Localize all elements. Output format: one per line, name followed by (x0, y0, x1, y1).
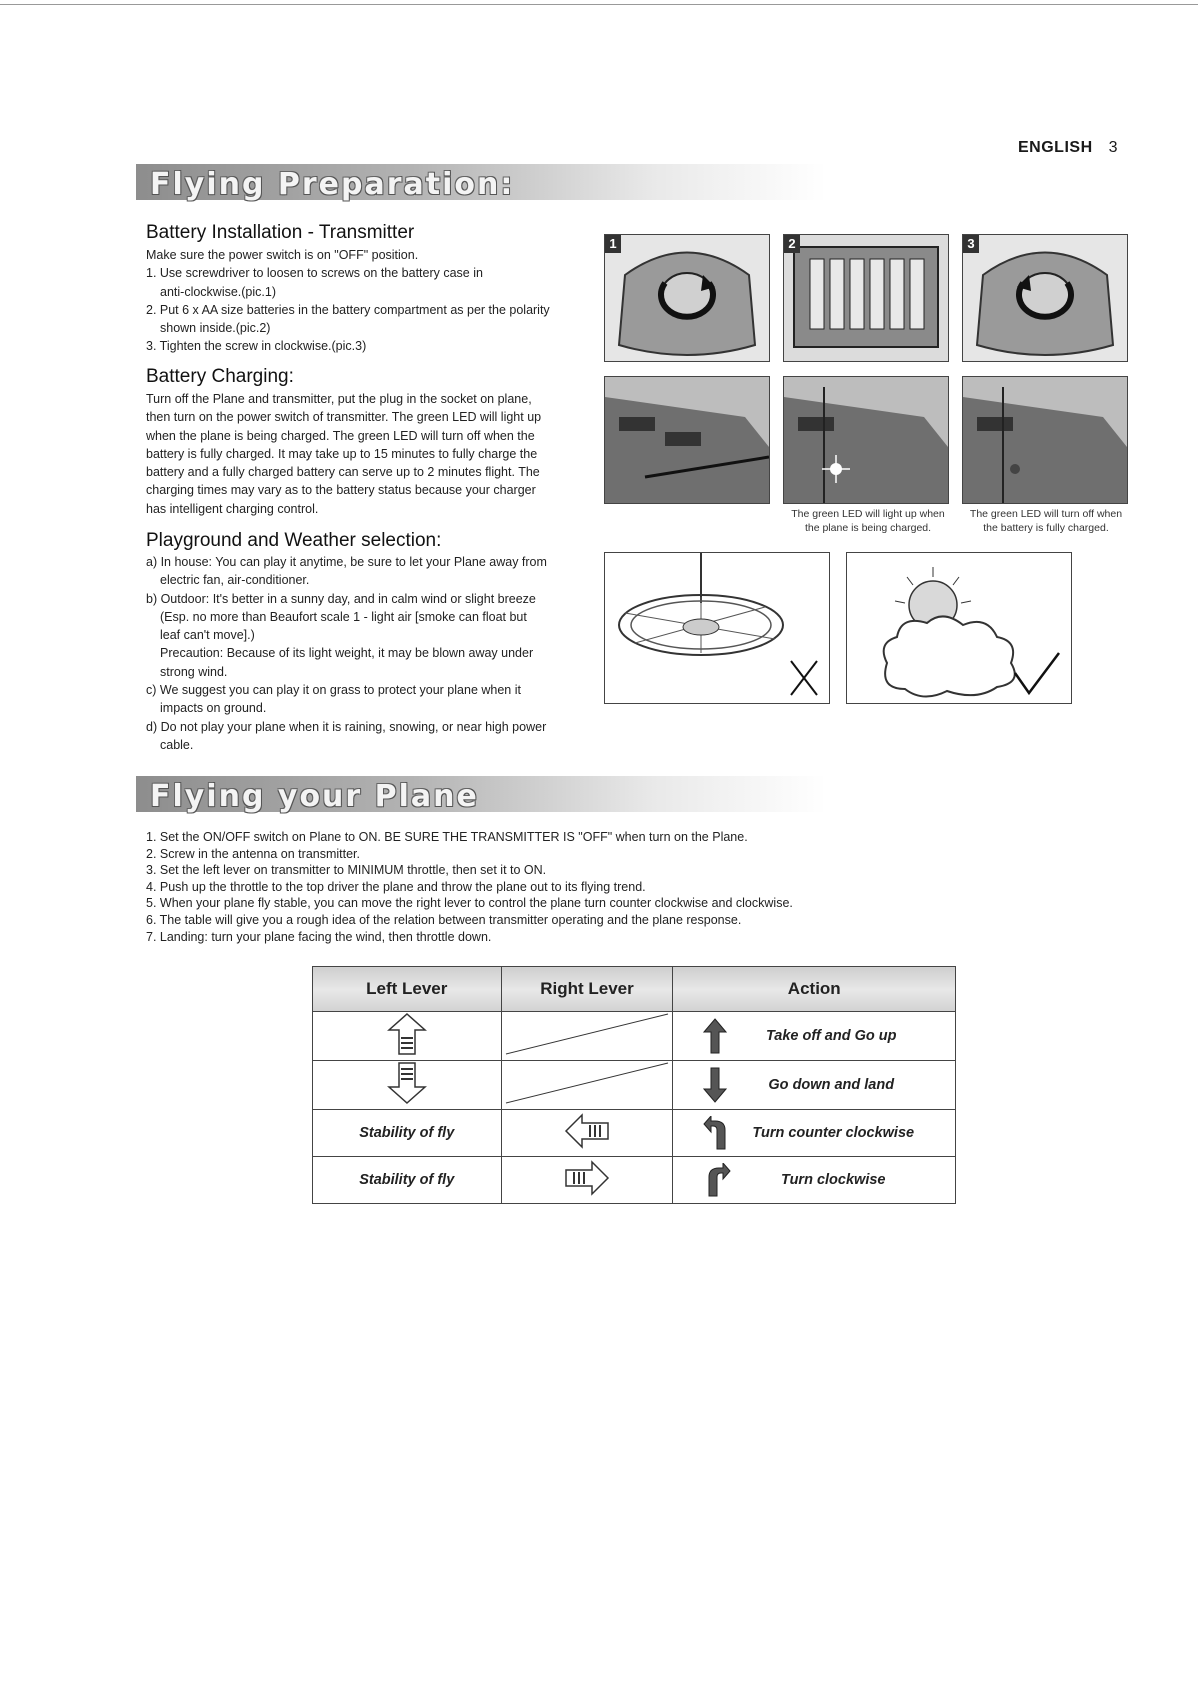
action-cell (673, 1012, 956, 1061)
step-item: 6. The table will give you a rough idea of the relation between transmitter operating and the plane response. (146, 912, 742, 927)
playground-title: Playground and Weather selection: (146, 530, 442, 551)
battery-charging-title: Battery Charging: (146, 366, 294, 387)
step-item: 2. Screw in the antenna on transmitter. (146, 846, 361, 861)
pic-sunny-day-yes (846, 552, 1072, 704)
step-item: 7. Landing: turn your plane facing the wind, then throttle down. (146, 929, 492, 944)
text-line: then turn on the power switch of transmitter. The green LED will light up (146, 410, 542, 425)
caption-line: The green LED will turn off when (969, 508, 1123, 520)
left-lever-cell (313, 1061, 502, 1110)
text-line: Precaution: Because of its light weight, it may be blown away under (160, 646, 534, 661)
arrow-down-icon (703, 1067, 727, 1103)
turn-right-arrow-icon (703, 1163, 731, 1197)
action-cell (673, 1061, 956, 1110)
step-item: 4. Push up the throttle to the top driver the plane and throw the plane out to its flying trend. (146, 879, 646, 894)
text-line: electric fan, air-conditioner. (160, 573, 310, 588)
action-label: Take off and Go up (765, 1028, 897, 1044)
text-line: cable. (160, 737, 194, 752)
control-table (312, 966, 956, 1204)
action-label: Go down and land (768, 1077, 895, 1093)
pic2-insert-batteries (783, 234, 949, 362)
pic2-label: 2 (788, 236, 796, 251)
battery-charging-text (146, 390, 541, 518)
lever-down-arrow-icon (387, 1061, 427, 1105)
pic-led-off (962, 376, 1128, 504)
pic3-tighten-screw (962, 234, 1128, 362)
text-line: a) In house: You can play it anytime, be sure to let your Plane away from (146, 555, 547, 569)
table-row (313, 1061, 956, 1110)
top-rule (0, 4, 1198, 5)
lever-right-arrow-icon (564, 1160, 610, 1196)
caption-line: the battery is fully charged. (983, 522, 1109, 534)
right-lever-cell-none (501, 1012, 673, 1061)
header-right-lever: Right Lever (501, 967, 673, 1012)
text-line: leaf can't move].) (160, 628, 255, 643)
table-row (313, 1157, 956, 1204)
pic1-unscrew-battery-case (604, 234, 770, 362)
right-lever-cell (501, 1110, 673, 1157)
battery-installation-text (146, 246, 550, 356)
step-item: 3. Set the left lever on transmitter to MINIMUM throttle, then set it to ON. (146, 863, 547, 878)
header-action: Action (673, 967, 956, 1012)
turn-left-arrow-icon (703, 1116, 731, 1150)
page-number: 3 (1108, 139, 1119, 156)
caption-line: the plane is being charged. (804, 522, 932, 534)
left-lever-cell (313, 1012, 502, 1061)
text-line: 2. Put 6 x AA size batteries in the battery compartment as per the polarity (146, 302, 550, 317)
text-line: impacts on ground. (160, 701, 267, 716)
right-lever-cell-none (501, 1061, 673, 1110)
lever-up-arrow-icon (387, 1012, 427, 1056)
text-line: charging times may vary as to the battery status because your charger (146, 483, 536, 498)
step-item: 1. Set the ON/OFF switch on Plane to ON. BE SURE THE TRANSMITTER IS "OFF" when turn on the Plane. (146, 830, 748, 844)
flying-steps-list (146, 829, 793, 945)
text-line: 1. Use screwdriver to loosen to screws on the battery case in (146, 266, 483, 281)
text-line: has intelligent charging control. (146, 501, 319, 516)
text-line: battery is fully charged. It may take up to 15 minutes to fully charge the (146, 446, 538, 461)
caption-led-off (960, 507, 1132, 535)
table-row (313, 1110, 956, 1157)
caption-led-on (783, 507, 953, 535)
text-line: c) We suggest you can play it on grass to protect your plane when it (146, 683, 521, 698)
pic-led-on (783, 376, 949, 504)
step-item: 5. When your plane fly stable, you can move the right lever to control the plane turn counter clockwise and clockwise. (146, 896, 793, 911)
table-row (313, 1012, 956, 1061)
text-line: when the plane is being charged. The green LED will turn off when the (146, 428, 535, 443)
pic-plug-charger (604, 376, 770, 504)
action-cell (673, 1157, 956, 1204)
flying-your-plane-banner (136, 776, 826, 812)
pic-ceiling-fan-no (604, 552, 830, 704)
text-line: strong wind. (160, 664, 228, 679)
text-line: Make sure the power switch is on "OFF" position. (146, 248, 419, 262)
playground-text (146, 553, 547, 754)
table-header-row (313, 967, 956, 1012)
text-line: d) Do not play your plane when it is raining, snowing, or near high power (146, 719, 547, 734)
pic1-label: 1 (609, 236, 617, 251)
text-line: shown inside.(pic.2) (160, 321, 271, 336)
action-cell (673, 1110, 956, 1157)
lever-left-arrow-icon (564, 1113, 610, 1149)
arrow-up-icon (703, 1018, 727, 1054)
flying-your-plane-title: Flying your Plane (150, 779, 479, 814)
left-lever-cell: Stability of fly (313, 1157, 502, 1204)
text-line: battery and a fully charged battery can serve up to 2 minutes flight. The (146, 465, 540, 480)
caption-line: The green LED will light up when (791, 508, 945, 520)
pic3-label: 3 (967, 236, 975, 251)
text-line: anti-clockwise.(pic.1) (160, 284, 277, 299)
left-lever-cell: Stability of fly (313, 1110, 502, 1157)
text-line: (Esp. no more than Beaufort scale 1 - light air [smoke can float but (160, 609, 527, 624)
text-line: 3. Tighten the screw in clockwise.(pic.3) (146, 339, 367, 354)
action-label: Turn counter clockwise (752, 1125, 915, 1141)
flying-preparation-banner (136, 164, 826, 200)
header-left-lever: Left Lever (313, 967, 502, 1012)
right-lever-cell (501, 1157, 673, 1204)
action-label: Turn clockwise (780, 1172, 886, 1188)
language-label: ENGLISH (1018, 139, 1093, 156)
flying-preparation-title: Flying Preparation: (150, 167, 515, 202)
text-line: Turn off the Plane and transmitter, put the plug in the socket on plane, (146, 392, 532, 406)
battery-installation-title: Battery Installation - Transmitter (146, 222, 415, 243)
page-header (1018, 139, 1118, 157)
text-line: b) Outdoor: It's better in a sunny day, and in calm wind or slight breeze (146, 591, 536, 606)
